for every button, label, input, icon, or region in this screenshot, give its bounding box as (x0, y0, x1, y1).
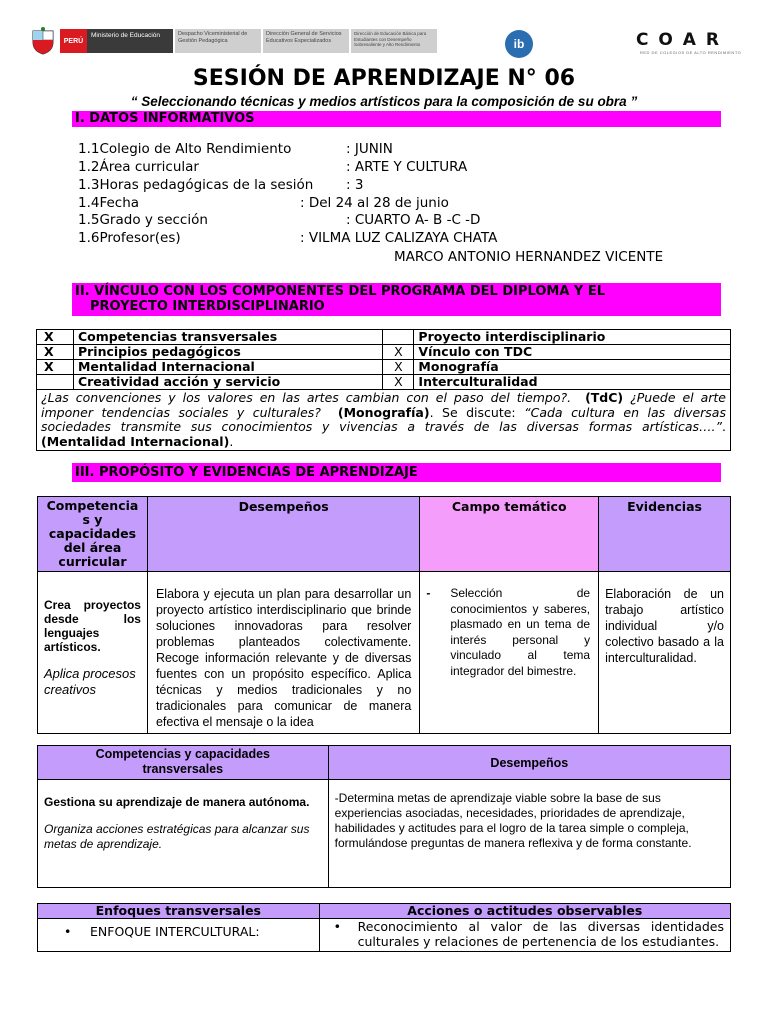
header-enfoques: Enfoques transversales (38, 904, 320, 919)
table-row (37, 390, 731, 451)
info-value-area: : ARTE Y CULTURA (346, 159, 468, 175)
component-cell: Principios pedagógicos (73, 345, 383, 360)
competencia-transversal-cell (38, 780, 329, 888)
section-2-heading-line2: PROYECTO INTERDISCIPLINARIO (90, 299, 325, 314)
header-evidencias: Evidencias (599, 497, 731, 572)
info-value-colegio: : JUNIN (346, 141, 393, 157)
header-competencias-transversales: Competencias y capacidades transversales (38, 746, 329, 780)
capacidad-transversal-text: Organiza acciones estratégicas para alcanzar sus metas de aprendizaje. (44, 822, 310, 851)
table-row (37, 330, 731, 345)
header-acciones: Acciones o actitudes observables (319, 904, 730, 919)
mark-cell: X (37, 345, 74, 360)
campo-cell (420, 572, 599, 734)
coar-subtitle: RED DE COLEGIOS DE ALTO RENDIMIENTO (640, 50, 742, 55)
discute-text: . Se discute: (429, 404, 516, 420)
component-cell: Mentalidad Internacional (73, 360, 383, 375)
mark-cell (383, 330, 414, 345)
component-cell: Creatividad acción y servicio (73, 375, 383, 390)
info-label-horas: 1.3Horas pedagógicas de la sesión (78, 177, 314, 193)
direccion-general-label: Dirección General de Servicios Educativos Especializados (263, 29, 349, 53)
info-label-profesor: 1.6Profesor(es) (78, 230, 181, 246)
mark-cell: X (37, 360, 74, 375)
mark-cell (37, 375, 74, 390)
info-label-fecha: 1.4Fecha (78, 195, 140, 211)
table-row (38, 572, 731, 734)
info-label-colegio: 1.1Colegio de Alto Rendimiento (78, 141, 292, 157)
info-value-profesor: : VILMA LUZ CALIZAYA CHATA (300, 230, 498, 246)
mark-cell: X (37, 330, 74, 345)
tdc-tag: (TdC) (585, 390, 624, 405)
info-label-area: 1.2Área curricular (78, 159, 199, 175)
desempeno-cell: Elabora y ejecuta un plan para desarrollar un proyecto artístico interdisciplinario que brinde soluciones innovadoras para resolver problemas planteados colectivamente. Recoge información relevante y de diversas fuentes con un propósito específico. Aplica técnicas y medios tradicionales y no tradicionales para comunicar de manera efectiva el mensaje o la idea (147, 572, 419, 734)
mark-cell: X (383, 360, 414, 375)
desempeno-transversal-cell: -Determina metas de aprendizaje viable sobre la base de sus experiencias asociadas, necesidades, prioridades de aprendizaje, habilidades y actitudes para el logro de la tarea simple o compleja, formulándose preguntas de manera reflexiva y de forma constante. (328, 780, 730, 888)
vinculo-text-cell (37, 390, 731, 451)
campo-text: Selección de conocimientos y saberes, plasmado en un tema de interés personal y vinculado al tema integrador del bimestre. (450, 586, 591, 678)
competencia-transversal-title: Gestiona su aprendizaje de manera autónoma. (44, 795, 310, 809)
info-label-grado: 1.5Grado y sección (78, 212, 208, 228)
competencia-title: Crea proyectos desde los lenguajes artísticos. (44, 598, 141, 654)
header-desempenos: Desempeños (147, 497, 419, 572)
mark-cell: X (383, 345, 414, 360)
campo-bullet: - (426, 586, 431, 600)
ib-logo: ib (505, 30, 533, 58)
accion-text: Reconocimiento al valor de las diversas identidades culturales y relaciones de pertenencia de los estudiantes. (357, 919, 724, 949)
proposito-table (37, 496, 731, 734)
section-1-heading: I. DATOS INFORMATIVOS (72, 111, 721, 127)
mark-cell: X (383, 375, 414, 390)
peru-coat-of-arms-icon (30, 27, 56, 55)
tdc-question-1: ¿Las convenciones y los valores en las artes cambian con el paso del tiempo?. (41, 390, 572, 405)
table-header-row (38, 746, 731, 780)
bullet-icon: • (333, 919, 342, 934)
vinculo-table (36, 329, 731, 451)
monografia-tag: (Monografía) (337, 404, 430, 420)
component-cell: Proyecto interdisciplinario (414, 330, 731, 345)
header-desempenos-transversales: Desempeños (328, 746, 730, 780)
period-text: . (229, 433, 234, 449)
component-cell: Competencias transversales (73, 330, 383, 345)
enfoque-text: ENFOQUE INTERCULTURAL: (90, 924, 260, 939)
table-row (37, 360, 731, 375)
direccion-ebe-label: Dirección de Educación Básica para Estudiantes con Desempeño Sobresaliente y Alto Rendimiento (351, 29, 437, 53)
table-row (37, 345, 731, 360)
table-header-row (38, 904, 731, 919)
section-2-heading-line1: II. VÍNCULO CON LOS COMPONENTES DEL PROGRAMA DEL DIPLOMA Y EL (75, 284, 606, 299)
component-cell: Vínculo con TDC (414, 345, 731, 360)
enfoques-table (37, 903, 731, 952)
transversal-table (37, 745, 731, 888)
component-cell: Interculturalidad (414, 375, 731, 390)
table-row (37, 375, 731, 390)
section-2-heading (72, 283, 721, 316)
table-header-row (38, 497, 731, 572)
evidencia-cell: Elaboración de un trabajo artístico individual y/o colectivo basado a la interculturalidad. (599, 572, 731, 734)
info-value-horas: : 3 (346, 177, 364, 193)
table-row (38, 919, 731, 952)
competencia-cell (38, 572, 148, 734)
tdc-question-2: ¿Puede el arte imponer tendencias sociales y culturales? (41, 390, 726, 420)
accion-cell (319, 919, 730, 952)
discute-quote: “Cada cultura en las diversas sociedades transmite sus conocimientos y vivencias a través de las diversas formas artísticas….” (41, 404, 726, 434)
capacidad-text: Aplica procesos creativos (44, 666, 136, 697)
page-subtitle: “ Seleccionando técnicas y medios artísticos para la composición de su obra ” (130, 94, 638, 109)
info-value-grado: : CUARTO A- B -C -D (346, 212, 481, 228)
enfoque-cell (38, 919, 320, 952)
info-value-profesor-2: MARCO ANTONIO HERNANDEZ VICENTE (394, 249, 664, 265)
component-cell: Monografía (414, 360, 731, 375)
table-row (38, 780, 731, 888)
header-campo-tematico: Campo temático (420, 497, 599, 572)
bullet-icon: • (64, 924, 72, 939)
page-title: SESIÓN DE APRENDIZAJE N° 06 (192, 66, 576, 91)
peru-label: PERÚ (60, 29, 87, 53)
mentalidad-tag: (Mentalidad Internacional) (41, 433, 230, 449)
info-value-fecha: : Del 24 al 28 de junio (300, 195, 449, 211)
despacho-label: Despacho Viceministerial de Gestión Pedagógica (175, 29, 261, 53)
period-text: . (722, 419, 726, 434)
ministerio-label: Ministerio de Educación (87, 29, 173, 53)
header-competencias: Competencia s y capacidades del área curricular (38, 497, 148, 572)
coar-logo: C O A R (636, 30, 721, 50)
section-3-heading: III. PROPÓSITO Y EVIDENCIAS DE APRENDIZAJE (72, 463, 721, 482)
